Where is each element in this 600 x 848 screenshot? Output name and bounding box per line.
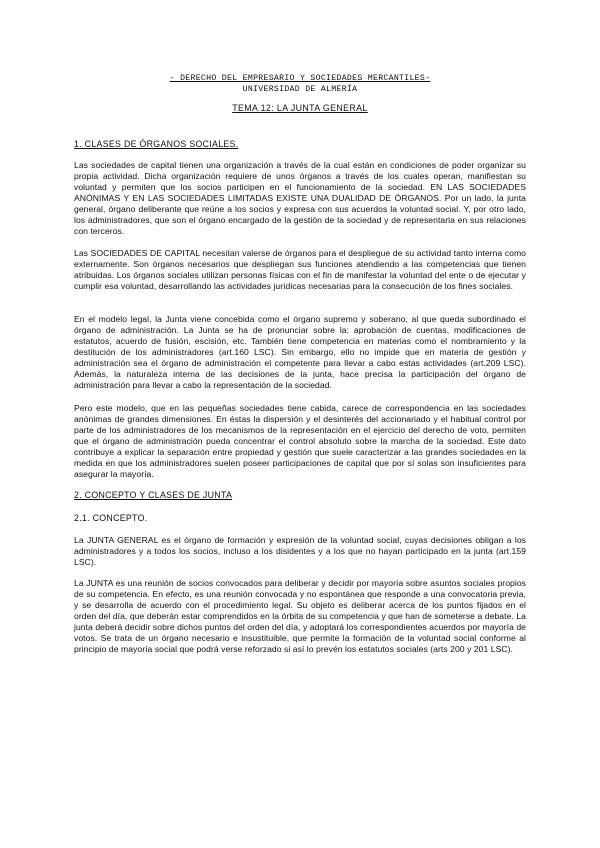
section-1-heading: 1. CLASES DE ÓRGANOS SOCIALES.	[74, 139, 239, 149]
paragraph-capital-companies: Las SOCIEDADES DE CAPITAL necesitan valerse de órganos para el despliegue de su actividad tanto interna como externamente. Son órganos necesarios que despliegan sus funciones atendiendo a las competencias que tienen atribuidas. Los órganos sociales utilizan personas físicas con el fin de manifestar la voluntad del ente o de ejecutar y cumplir esa voluntad, desarrollando las actividades jurídicas necesarias para la consecución de los fines sociales.	[74, 248, 526, 292]
paragraph-large-companies: Pero este modelo, que en las pequeñas sociedades tiene cabida, carece de correspondencia en las sociedades anónimas de grandes dimensiones. En éstas la dispersión y el desinterés del accionariado y el habitual control por parte de los administradores de los mecanismos de la representación en el ejercicio del derecho de voto, permiten que el órgano de administración pueda concentrar el control absoluto sobre la marcha de la sociedad. Este dato contribuye a explicar la separación entre propiedad y gestión que suele caracterizar a las grandes sociedades en la medida en que los administradores suelen poseer participaciones de capital que por sí solas son insuficientes para asegurar la mayoría.	[74, 403, 526, 480]
header-course-title: - DERECHO DEL EMPRESARIO Y SOCIEDADES MERCANTILES-	[169, 74, 431, 83]
paragraph-legal-model: En el modelo legal, la Junta viene concebida como el órgano supremo y soberano, al que queda subordinado el órgano de administración. La Junta se ha de pronunciar sobre la: aprobación de cuentas, modificaciones de estatutos, acuerdo de fusión, escisión, etc. También tiene competencia en materias como el nombramiento y la destitución de los administradores (art.160 LSC). Sin embargo, ello no impide que en materia de gestión y administración sea el órgano de administración el competente para llevar a cabo estas actividades (art.209 LSC). Además, la naturaleza interna de las decisiones de la junta, hace precisa la participación del órgano de administración para llevar a cabo la representación de la sociedad.	[74, 314, 526, 391]
paragraph-junta-meeting: La JUNTA es una reunión de socios convocados para deliberar y decidir por mayoría sobre asuntos sociales propios de su competencia. En efecto, es una reunión convocada y no espontánea que responde a una convocatoria previa, y se desarrolla de acuerdo con el procedimiento legal. Su objeto es deliberar acerca de los puntos fijados en el orden del día, que deberán estar comprendidos en la órbita de su competencia y que han de someterse a debate. La junta deberá decidir sobre dichos puntos del orden del día, y adoptará los correspondientes acuerdos por mayoría de votos. Se trata de un órgano necesario e insustituible, que permite la formación de la voluntad social conforme al principio de mayoría social que podrá verse reforzado si así lo prevén los estatutos sociales (arts 200 y 201 LSC).	[74, 578, 526, 655]
header-university: UNIVERSIDAD DE ALMERÍA	[242, 85, 358, 94]
section-2-heading: 2. CONCEPTO Y CLASES DE JUNTA	[74, 490, 233, 500]
paragraph-organs-duality: Las sociedades de capital tienen una organización a través de la cual están en condiciones de poder organizar su propia actividad. Dicha organización requiere de unos órganos a través de los cuales operan, manifiestan su voluntad y permiten que los socios participen en el funcionamiento de la sociedad. EN LAS SOCIEDADES ANÓNIMAS Y EN LAS SOCIEDADES LIMITADAS EXISTE UNA DUALIDAD DE ÓRGANOS. Por un lado, la junta general, órgano deliberante que reúne a los socios y expresa con sus acuerdos la voluntad social. Y, por otro lado, los administradores, que son el órgano encargado de la gestión de la sociedad y de representarla en sus relaciones con terceros.	[74, 160, 526, 237]
section-2-1-heading: 2.1. CONCEPTO.	[74, 513, 148, 523]
paragraph-junta-definition: La JUNTA GENERAL es el órgano de formación y expresión de la voluntad social, cuyas decisiones obligan a los administradores y a todos los socios, incluso a los disidentes y a los que no hayan participado en la junta (art.159 LSC).	[74, 535, 526, 568]
page-title: TEMA 12: LA JUNTA GENERAL	[232, 103, 368, 113]
